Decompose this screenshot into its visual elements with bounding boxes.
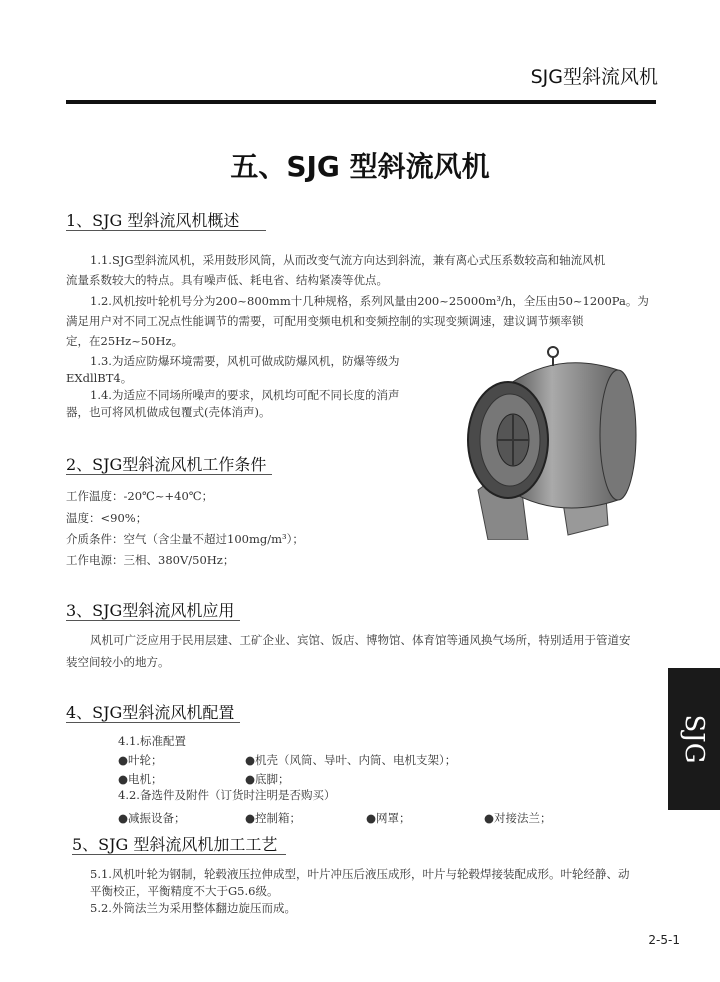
para-1-1b: 流量系数较大的特点。具有噪声低、耗电省、结构紧凑等优点。 [66, 273, 388, 287]
para-1-3a: 1.3.为适应防爆环境需要，风机可做成防爆风机，防爆等级为 [90, 354, 400, 368]
para-1-3b: EXdllBT4。 [66, 371, 133, 385]
section-2-title: 2、SJG型斜流风机工作条件 [66, 455, 267, 474]
condition-temperature: 工作温度：-20℃~+40℃； [66, 489, 214, 503]
page-title: 五、SJG 型斜流风机 [230, 150, 490, 183]
section-5-underline [72, 854, 286, 855]
para-1-4b: 器，也可将风机做成包覆式(壳体消声)。 [66, 405, 271, 419]
condition-humidity: 温度：<90%； [66, 511, 148, 525]
para-1-2a: 1.2.风机按叶轮机号分为200~800mm十几种规格，系列风量由200~25000m³/h，全压由50~1200Pa。为 [90, 294, 649, 308]
section-4-title: 4、SJG型斜流风机配置 [66, 703, 235, 722]
section-1-underline [66, 230, 266, 231]
para-1-2b: 满足用户对不同工况点性能调节的需要，可配用变频电机和变频控制的实现变频调速，建议调节频率锁 [66, 314, 584, 328]
section-5-title: 5、SJG 型斜流风机加工工艺 [72, 835, 278, 854]
std-item-motor: ●电机； [118, 772, 163, 786]
para-1-4a: 1.4.为适应不同场所噪声的要求，风机均可配不同长度的消声 [90, 388, 400, 402]
side-tab [668, 668, 720, 810]
application-para-b: 装空间较小的地方。 [66, 655, 170, 669]
process-para-a: 5.1.风机叶轮为钢制，轮毂液压拉伸成型，叶片冲压后液压成形，叶片与轮毂焊接装配成形。叶轮经静、动 [90, 867, 630, 881]
std-item-impeller: ●叶轮； [118, 753, 163, 767]
opt-item-damper: ●减振设备； [118, 811, 186, 825]
section-3-underline [66, 620, 240, 621]
page-number: 2-5-1 [648, 933, 680, 947]
section-4-underline [66, 722, 240, 723]
condition-power: 工作电源：三相、380V/50Hz； [66, 553, 235, 567]
fan-product-image [458, 340, 658, 540]
side-tab-label: SJG [679, 714, 709, 764]
para-1-1a: 1.1.SJG型斜流风机，采用鼓形风筒，从而改变气流方向达到斜流，兼有离心式压系数较高和轴流风机 [90, 253, 606, 267]
opt-item-flange: ●对接法兰； [484, 811, 552, 825]
opt-item-control-box: ●控制箱； [245, 811, 302, 825]
section-2-underline [66, 474, 272, 475]
process-para-c: 5.2.外筒法兰为采用整体翻边旋压而成。 [90, 901, 296, 915]
section-3-title: 3、SJG型斜流风机应用 [66, 601, 235, 620]
section-1-title: 1、SJG 型斜流风机概述 [66, 211, 240, 230]
std-item-feet: ●底脚； [245, 772, 290, 786]
condition-medium: 介质条件：空气（含尘量不超过100mg/m³）； [66, 532, 304, 546]
optional-config-label: 4.2.备选件及附件（订货时注明是否购买） [118, 788, 336, 802]
opt-item-guard: ●网罩； [366, 811, 411, 825]
header-title: SJG型斜流风机 [530, 66, 658, 88]
application-para-a: 风机可广泛应用于民用层建、工矿企业、宾馆、饭店、博物馆、体育馆等通风换气场所，特别适用于管道安 [90, 633, 631, 647]
header-rule [66, 100, 656, 104]
standard-config-label: 4.1.标准配置 [118, 734, 186, 748]
para-1-2c: 定，在25Hz~50Hz。 [66, 334, 184, 348]
std-item-casing: ●机壳（风筒、导叶、内筒、电机支架）； [245, 753, 457, 767]
process-para-b: 平衡校正，平衡精度不大于G5.6级。 [90, 884, 279, 898]
